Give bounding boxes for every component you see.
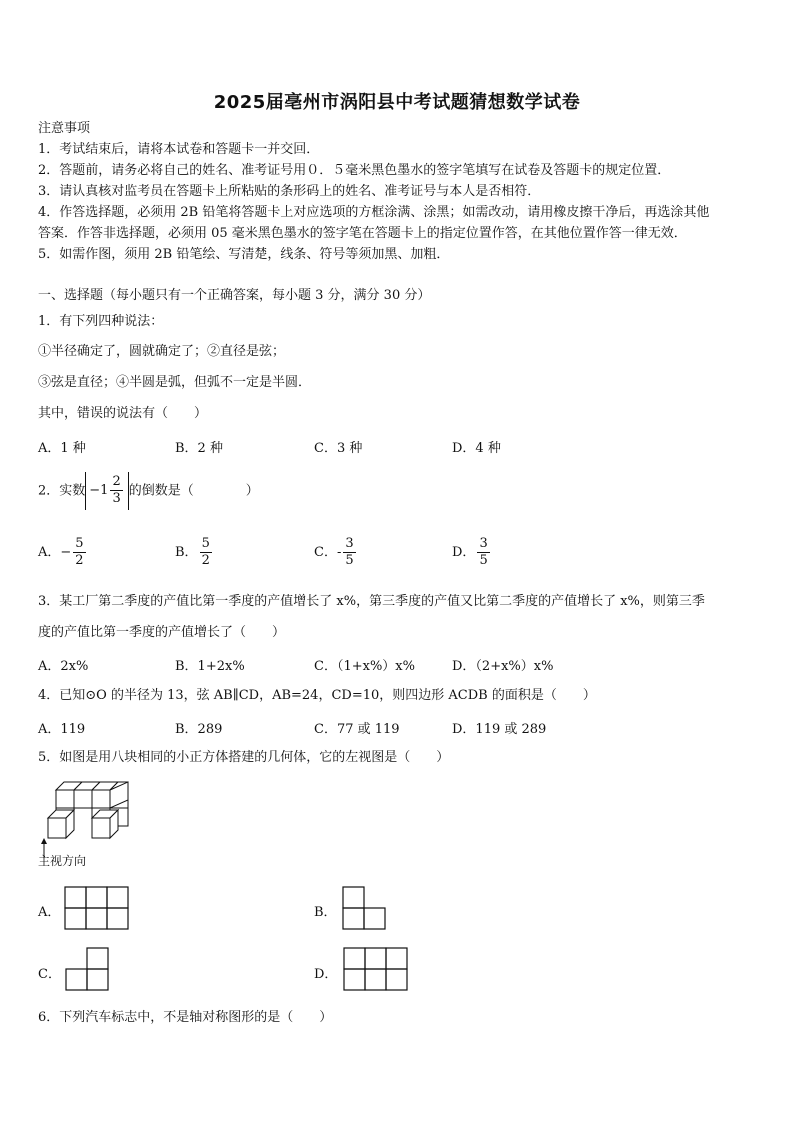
q3-option-b: B．1+2x% bbox=[175, 659, 245, 674]
q2-suffix: 的倒数是（ ） bbox=[128, 483, 259, 499]
q2-option-d-label: D． bbox=[452, 545, 476, 560]
q2-option-c-num: 3 bbox=[345, 536, 354, 551]
q2-option-d bbox=[452, 536, 492, 569]
q2-option-a bbox=[38, 536, 88, 569]
q1-statement-1: ①半径确定了，圆就确定了；②直径是弦； bbox=[38, 344, 286, 359]
page-title: 2025届亳州市涡阳县中考试题猜想数学试卷 bbox=[213, 92, 581, 113]
q1-option-c: C．3 种 bbox=[314, 441, 363, 456]
q4-option-a: A．119 bbox=[38, 722, 86, 737]
q4-option-c: C．77 或 119 bbox=[314, 722, 400, 737]
notes-heading: 注意事项 bbox=[38, 121, 91, 136]
q2-frac-den: 3 bbox=[112, 491, 121, 506]
note-item-4-cont: 答案．作答非选择题，必须用 05 毫米黑色墨水的签字笔在答题卡上的指定位置作答，在其他位置作答一律无效． bbox=[38, 226, 687, 241]
q2-absolute-value bbox=[85, 472, 128, 510]
q2-option-d-num: 3 bbox=[479, 536, 488, 551]
q2-option-b-fraction bbox=[200, 536, 212, 569]
q3-option-a: A．2x% bbox=[38, 659, 89, 674]
q2-option-c-sign: - bbox=[336, 545, 342, 560]
q1-option-a: A．1 种 bbox=[38, 441, 86, 456]
q2-option-b bbox=[175, 536, 214, 569]
q3-option-d: D．（2+x%）x% bbox=[452, 659, 554, 674]
q2-option-b-label: B． bbox=[175, 545, 198, 560]
note-item-3: 3．请认真核对监考员在答题卡上所粘贴的条形码上的姓名、准考证号与本人是否相符． bbox=[38, 184, 541, 199]
q2-option-c bbox=[314, 536, 358, 569]
q5-option-b-label: B． bbox=[314, 905, 337, 920]
q3-option-c: C．（1+x%）x% bbox=[314, 659, 415, 674]
q4-stem: 4．已知⊙O 的半径为 13，弦 AB∥CD，AB=24，CD=10，则四边形 ACDB 的面积是（ ） bbox=[38, 688, 596, 703]
note-item-5: 5．如需作图，须用 2B 铅笔绘、写清楚，线条、符号等须加黑、加粗． bbox=[38, 247, 450, 262]
q5-option-a-figure bbox=[64, 886, 130, 930]
q6-stem: 6．下列汽车标志中，不是轴对称图形的是（ ） bbox=[38, 1010, 333, 1025]
q2-option-b-den: 2 bbox=[201, 553, 210, 568]
q5-option-c-figure bbox=[64, 947, 110, 992]
q2-option-d-fraction bbox=[477, 536, 489, 569]
q5-option-b-figure bbox=[342, 886, 387, 931]
q4-option-d: D．119 或 289 bbox=[452, 722, 547, 737]
q4-option-b: B．289 bbox=[175, 722, 223, 737]
q5-option-c-label: C． bbox=[38, 967, 61, 982]
q2-option-d-den: 5 bbox=[479, 553, 488, 568]
q2-minus-one: −1 bbox=[89, 483, 109, 498]
q5-option-d-label: D． bbox=[314, 967, 338, 982]
q5-option-d-figure bbox=[342, 947, 410, 992]
q1-stem: 1．有下列四种说法： bbox=[38, 314, 164, 329]
q2-stem bbox=[38, 472, 259, 511]
section-heading: 一、选择题（每小题只有一个正确答案，每小题 3 分，满分 30 分） bbox=[38, 288, 431, 303]
q3-stem-line-1: 3．某工厂第二季度的产值比第一季度的产值增长了 x%，第三季度的产值又比第二季度的产值增长了 x%，则第三季 bbox=[38, 594, 705, 609]
q2-fraction bbox=[110, 474, 122, 507]
q2-option-c-label: C． bbox=[314, 545, 337, 560]
q2-frac-num: 2 bbox=[112, 474, 121, 489]
q5-figure-caption: 主视方向 bbox=[38, 854, 87, 868]
note-item-1: 1．考试结束后，请将本试卷和答题卡一并交回． bbox=[38, 142, 320, 157]
q2-option-c-fraction bbox=[343, 536, 355, 569]
note-item-2: 2．答题前，请务必将自己的姓名、准考证号用０．５毫米黑色墨水的签字笔填写在试卷及答题卡的规定位置． bbox=[38, 163, 671, 178]
q5-option-a-label: A． bbox=[38, 905, 61, 920]
q2-option-b-num: 5 bbox=[201, 536, 210, 551]
q2-option-c-den: 5 bbox=[345, 553, 354, 568]
q1-option-b: B．2 种 bbox=[175, 441, 223, 456]
q2-option-a-den: 2 bbox=[75, 553, 84, 568]
q1-statement-2: ③弦是直径；④半圆是弧，但弧不一定是半圆． bbox=[38, 375, 312, 390]
q2-prefix: 2．实数 bbox=[38, 483, 86, 499]
q2-option-a-fraction bbox=[73, 536, 85, 569]
q5-stem: 5．如图是用八块相同的小正方体搭建的几何体，它的左视图是（ ） bbox=[38, 750, 450, 765]
q2-option-a-label: A． bbox=[38, 545, 61, 560]
q2-option-a-num: 5 bbox=[75, 536, 84, 551]
q2-option-a-sign: − bbox=[60, 545, 72, 560]
note-item-4: 4．作答选择题，必须用 2B 铅笔将答题卡上对应选项的方框涂满、涂黑；如需改动，请用橡皮擦干净后，再选涂其他 bbox=[38, 205, 710, 220]
q3-stem-line-2: 度的产值比第一季度的产值增长了（ ） bbox=[38, 625, 286, 640]
q1-option-d: D．4 种 bbox=[452, 441, 501, 456]
q1-question: 其中，错误的说法有（ ） bbox=[38, 406, 208, 421]
